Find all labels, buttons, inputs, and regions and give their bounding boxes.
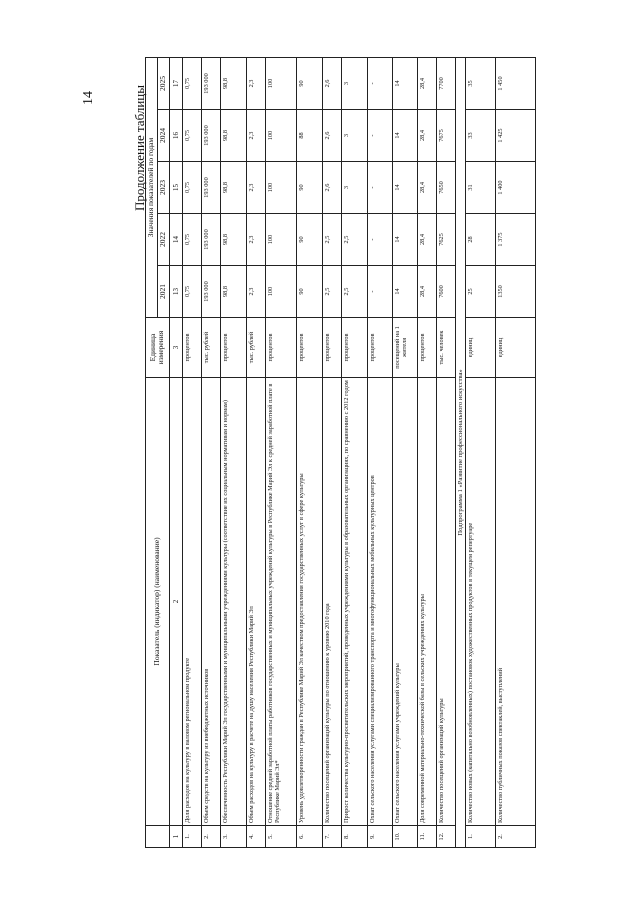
row-number: 1.: [182, 826, 201, 848]
row-number: 2.: [496, 826, 536, 848]
table-row: [182, 57, 201, 847]
rotated-table-container: [145, 58, 603, 848]
header-indicator: Показатель (индикатор) (наименование): [146, 378, 170, 826]
row-unit: процентов: [367, 318, 392, 378]
row-value: 0,75: [182, 266, 201, 318]
row-value: 35: [466, 57, 496, 109]
row-number: 1.: [466, 826, 496, 848]
row-value: 2,3: [246, 57, 265, 109]
row-value: 2,3: [246, 266, 265, 318]
row-indicator-name: Объем средств на культуру из внебюджетных источников: [201, 378, 220, 826]
row-value: 2,6: [322, 162, 341, 214]
row-number: 2.: [201, 826, 220, 848]
row-value: 2,6: [322, 57, 341, 109]
row-value: 88: [296, 110, 322, 162]
row-value: 98,8: [220, 110, 246, 162]
row-value: 100: [265, 57, 296, 109]
row-indicator-name: Охват сельского населения услугами учреждений культуры: [392, 378, 417, 826]
column-number: 1: [169, 826, 182, 848]
row-indicator-name: Количество публичных показов спектаклей, выступлений: [496, 378, 536, 826]
row-number: 8.: [341, 826, 367, 848]
row-value: 7600: [436, 266, 455, 318]
table-row: [392, 57, 417, 847]
row-unit: единиц: [466, 318, 496, 378]
row-indicator-name: Количество посещений организаций культуры по отношению к уровню 2010 года: [322, 378, 341, 826]
row-value: 98,8: [220, 162, 246, 214]
row-value: 2,3: [246, 162, 265, 214]
row-value: 90: [296, 214, 322, 266]
row-value: 2,3: [246, 214, 265, 266]
row-value: 0,75: [182, 162, 201, 214]
row-indicator-name: Отношение средней заработной платы работников государственных и муниципальных учреждений культуры в Республике Марий Эл к средней заработной плате в Республике Марий Эл*: [265, 378, 296, 826]
row-value: 3: [341, 162, 367, 214]
table-row: [322, 57, 341, 847]
row-value: 33: [466, 110, 496, 162]
row-value: 14: [392, 162, 417, 214]
table-row: [201, 57, 220, 847]
row-indicator-name: Объем расходов на культуру в расчете на душу населения Республики Марий Эл: [246, 378, 265, 826]
row-value: 28,4: [417, 266, 436, 318]
header-year: 2025: [157, 57, 169, 109]
row-value: 3: [341, 110, 367, 162]
row-value: 100: [265, 110, 296, 162]
indicators-table: [145, 57, 536, 848]
row-number: 5.: [265, 826, 296, 848]
header-values: Значения показателей по годам: [146, 57, 158, 317]
column-number: 17: [169, 57, 182, 109]
row-value: 28,4: [417, 214, 436, 266]
header-unit: Единица измерения: [146, 318, 170, 378]
table-row: [220, 57, 246, 847]
row-value: 1 450: [496, 57, 536, 109]
row-value: 90: [296, 57, 322, 109]
row-value: 98,8: [220, 214, 246, 266]
row-value: 193 000: [201, 57, 220, 109]
row-unit: тыс. рублей: [246, 318, 265, 378]
row-indicator-name: Обеспеченность Республики Марий Эл государственными и муниципальными учреждениями культуры (соответствие их социальным нормативам и нормам): [220, 378, 246, 826]
row-value: 1 375: [496, 214, 536, 266]
row-number: 7.: [322, 826, 341, 848]
table-row: [466, 57, 496, 847]
page-number: 14: [81, 91, 96, 105]
row-unit: процентов: [220, 318, 246, 378]
row-value: 0,75: [182, 214, 201, 266]
table-row: [436, 57, 455, 847]
column-number: 3: [169, 318, 182, 378]
table-row: [341, 57, 367, 847]
row-value: 7700: [436, 57, 455, 109]
row-number: 11.: [417, 826, 436, 848]
table-body: [182, 57, 536, 847]
row-unit: посещений на 1 жителя: [392, 318, 417, 378]
row-value: 28: [466, 214, 496, 266]
column-number: 16: [169, 110, 182, 162]
table-row: [265, 57, 296, 847]
row-value: 28,4: [417, 57, 436, 109]
header-year: 2023: [157, 162, 169, 214]
column-number: 2: [169, 378, 182, 826]
row-number: 6.: [296, 826, 322, 848]
row-unit: единиц: [496, 318, 536, 378]
row-value: -: [367, 57, 392, 109]
row-number: 9.: [367, 826, 392, 848]
row-value: 7675: [436, 110, 455, 162]
row-value: 31: [466, 162, 496, 214]
row-value: 90: [296, 266, 322, 318]
row-unit: тыс. рублей: [201, 318, 220, 378]
row-unit: тыс. человек: [436, 318, 455, 378]
row-value: 2,3: [246, 110, 265, 162]
row-value: 14: [392, 57, 417, 109]
row-indicator-name: Количество посещений организаций культуры: [436, 378, 455, 826]
row-value: 2,5: [322, 214, 341, 266]
row-number: 10.: [392, 826, 417, 848]
row-value: 7625: [436, 214, 455, 266]
row-value: -: [367, 214, 392, 266]
row-value: 1 400: [496, 162, 536, 214]
header-year: 2021: [157, 266, 169, 318]
row-number: 4.: [246, 826, 265, 848]
row-value: 193 000: [201, 162, 220, 214]
row-value: 28,4: [417, 162, 436, 214]
row-value: 2,5: [341, 266, 367, 318]
row-value: 2,6: [322, 110, 341, 162]
row-value: 98,8: [220, 266, 246, 318]
row-value: -: [367, 110, 392, 162]
row-indicator-name: Доля современной материально-технической базы в сельских учреждениях культуры: [417, 378, 436, 826]
row-value: 193 000: [201, 110, 220, 162]
row-indicator-name: Количество новых (капитально возобновленных) постановок художественных продуктов в текущем репертуаре: [466, 378, 496, 826]
row-value: -: [367, 266, 392, 318]
column-number: 15: [169, 162, 182, 214]
column-numbers-row: [169, 57, 182, 847]
row-value: 193 000: [201, 266, 220, 318]
row-value: 100: [265, 214, 296, 266]
row-value: 14: [392, 110, 417, 162]
row-unit: процентов: [322, 318, 341, 378]
row-value: 14: [392, 214, 417, 266]
row-number: 12.: [436, 826, 455, 848]
header-row: [146, 57, 158, 847]
column-number: 13: [169, 266, 182, 318]
header-year: 2022: [157, 214, 169, 266]
row-value: 193 000: [201, 214, 220, 266]
row-value: 2,5: [322, 266, 341, 318]
table-row: [367, 57, 392, 847]
row-unit: процентов: [417, 318, 436, 378]
row-value: 98,8: [220, 57, 246, 109]
table-caption: Продолжение таблицы: [132, 85, 147, 211]
row-number: 3.: [220, 826, 246, 848]
table-row: [246, 57, 265, 847]
row-unit: процентов: [341, 318, 367, 378]
table-row: [417, 57, 436, 847]
row-indicator-name: Охват сельского населения услугами специализированного транспорта и многофункциональных мобильных культурных центров: [367, 378, 392, 826]
row-value: 100: [265, 266, 296, 318]
row-value: 1350: [496, 266, 536, 318]
table-row: [496, 57, 536, 847]
row-value: 14: [392, 266, 417, 318]
row-value: -: [367, 162, 392, 214]
header-year: 2024: [157, 110, 169, 162]
row-value: 3: [341, 57, 367, 109]
row-indicator-name: Уровень удовлетворенности граждан в Республике Марий Эл качеством предоставления государственных услуг в сфере культуры: [296, 378, 322, 826]
row-value: 0,75: [182, 57, 201, 109]
row-indicator-name: Доля расходов на культуру в валовом региональном продукте: [182, 378, 201, 826]
row-value: 0,75: [182, 110, 201, 162]
section-title: Подпрограмма 1 «Развитие профессионального искусства»: [455, 57, 466, 847]
row-unit: процентов: [265, 318, 296, 378]
header-empty-cell: [146, 826, 170, 848]
row-value: 100: [265, 162, 296, 214]
row-value: 1 425: [496, 110, 536, 162]
row-unit: процентов: [182, 318, 201, 378]
section-row: [455, 57, 466, 847]
row-indicator-name: Прирост количества культурно-просветительских мероприятий, проведенных учреждениями культуры в образовательных организациях, по сравнению с 2012 годом: [341, 378, 367, 826]
row-unit: процентов: [296, 318, 322, 378]
row-value: 7650: [436, 162, 455, 214]
row-value: 2,5: [341, 214, 367, 266]
row-value: 25: [466, 266, 496, 318]
row-value: 90: [296, 162, 322, 214]
column-number: 14: [169, 214, 182, 266]
table-row: [296, 57, 322, 847]
row-value: 28,4: [417, 110, 436, 162]
